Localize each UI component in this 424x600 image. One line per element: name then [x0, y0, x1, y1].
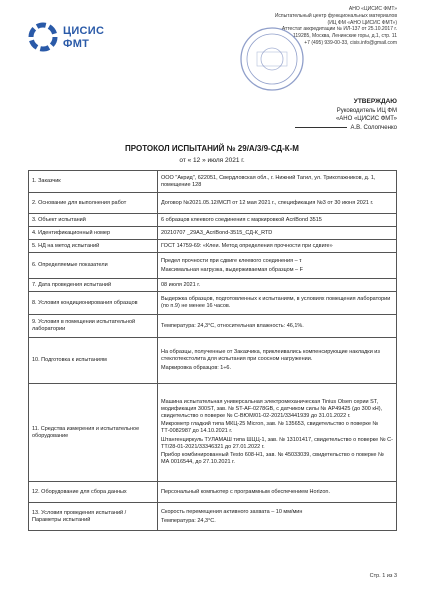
row-value-paragraph: 08 июля 2021 г. [161, 281, 201, 288]
row-value-paragraph: Максимальная нагрузка, выдерживаемая образцом – F [161, 266, 303, 273]
row-label: 4. Идентификационный номер [29, 227, 158, 240]
table-row [29, 253, 397, 279]
row-value-paragraph: 20210707 _29А3_AcriBond-3515_СД-К_RTD [161, 229, 273, 236]
header-line: Аттестат аккредитации № ИЛ-137 от 25.10.2017 г. [281, 26, 397, 33]
row-label: 6. Определяемые показатели [29, 253, 158, 279]
logo-mark-icon [28, 22, 58, 52]
row-value [158, 384, 397, 482]
row-value-paragraph: Микрометр гладкий типа МКЦ-25 Micron, зав. № 135653, свидетельство о поверке № ТТ-0082987 до 14.10.2021 г. [161, 421, 379, 435]
logo-line1: ЦИСИС [63, 25, 105, 37]
row-value [158, 227, 397, 240]
approve-signature-row [257, 124, 397, 133]
page-number: Стр. 1 из 3 [369, 573, 397, 579]
table-row [29, 193, 397, 214]
row-value-paragraph: ГОСТ 14759-69: «Клеи. Метод определения прочности при сдвиге» [161, 242, 333, 249]
row-label: 8. Условия кондиционирования образцов [29, 292, 158, 315]
table-row [29, 482, 397, 503]
row-label: 13. Условия проведения испытаний / Параметры испытаний [29, 503, 158, 531]
row-label: 5. НД на метод испытаний [29, 240, 158, 253]
table-row [29, 292, 397, 315]
row-label: 1. Заказчик [29, 171, 158, 193]
row-label: 12. Оборудование для сбора данных [29, 482, 158, 503]
signature-line [295, 127, 347, 128]
row-value-paragraph: Персональный компьютер с программным обеспечением Horizon. [161, 488, 331, 495]
row-value [158, 171, 397, 193]
row-value-paragraph: Температура: 24,3°С, относительная влажность: 46,1%. [161, 322, 304, 329]
row-value [158, 338, 397, 384]
protocol-table [28, 170, 397, 531]
row-value-paragraph: Выдержка образцов, подготовленных к испытаниям, в условиях помещения лаборатории (по п.9) не менее 16 часов. [161, 296, 391, 309]
row-value [158, 214, 397, 227]
logo [28, 22, 148, 54]
row-label: 11. Средства измерения и испытательное оборудование [29, 384, 158, 482]
approve-signer: А.В. Солопченко [350, 124, 397, 131]
header-line: Испытательный центр функциональных материалов [274, 12, 397, 19]
stamp-icon [239, 26, 305, 92]
row-value-paragraph: Машина испытательная универсальная электромеханическая Tinius Olsen серии ST, модификация 300ST, зав. № ST-AF-0278GB, с датчиком силы № AP49425 (до 300 кН), свидетельство о поверке № С-ВЮМ/01-02-2021/33441939 до 31.01.2022 г. [161, 398, 383, 419]
row-value [158, 503, 397, 531]
table-row [29, 315, 397, 338]
row-value [158, 279, 397, 292]
table-row [29, 384, 397, 482]
row-label: 9. Условия в помещении испытательной лаборатории [29, 315, 158, 338]
row-value-paragraph: Маркировка образцов: 1÷6. [161, 364, 231, 371]
row-value [158, 253, 397, 279]
row-value [158, 292, 397, 315]
table-row [29, 279, 397, 292]
header-line: (ИЦ ФМ «АНО ЦИСИС ФМТ») [327, 19, 397, 26]
row-value-paragraph: Скорость перемещения активного захвата – 10 мм/мин [161, 508, 303, 515]
row-value-paragraph: Штангенциркуль ТУЛАМАШ типа ШЦЦ-1, зав. № 13101417, свидетельство о поверке № С-ТТ/28-01-2021/33346321 до 27.01.2022 г. [161, 436, 393, 450]
row-value-paragraph: Предел прочности при сдвиге клеевого соединения – τ [161, 257, 302, 264]
header-line: +7 (495) 939-00-33, cisis.info@gmail.com [304, 39, 397, 46]
table-row [29, 214, 397, 227]
row-label: 7. Дата проведения испытаний [29, 279, 158, 292]
table-row [29, 503, 397, 531]
row-label: 10. Подготовка к испытаниям [29, 338, 158, 384]
approval-block [257, 98, 397, 132]
row-value-paragraph: Температура: 24,3°С. [161, 517, 216, 524]
header-line: 119285, Москва, Ленинские горы, д.1, стр. 11 [292, 33, 397, 40]
row-label: 2. Основание для выполнения работ [29, 193, 158, 214]
row-value-paragraph: 6 образцов клеевого соединения с маркировкой AcriBond 3515 [161, 216, 322, 223]
row-value [158, 193, 397, 214]
logo-line2: ФМТ [63, 37, 90, 50]
row-value [158, 240, 397, 253]
row-value-paragraph: ООО "Акрид", 622051, Свердловская обл., г. Нижний Тагил, ул. Трикотажников, д. 1, помещение 128 [161, 174, 376, 188]
approve-organization: «АНО «ЦИСИС ФМТ» [335, 116, 397, 122]
document-date: от « 12 » июля 2021 г. [179, 157, 245, 164]
row-value-paragraph: Договор №2021.05.12/МСП от 12 мая 2021 г., спецификация №3 от 30 июня 2021 г. [161, 199, 374, 206]
table-row [29, 227, 397, 240]
approve-title: УТВЕРЖДАЮ [353, 98, 397, 105]
table-row [29, 171, 397, 193]
table-row [29, 338, 397, 384]
row-value-paragraph: На образцы, полученные от Заказчика, приклеивались компенсирующие накладки из стеклотекстолита для испытания при соосном нагружении. [161, 349, 380, 363]
row-value-paragraph: Прибор комбинированный Testo 608-Н1, зав. № 45033039, свидетельство о поверке № МА 0016544, до 27.10.2021 г. [161, 452, 384, 466]
row-label: 3. Объект испытаний [29, 214, 158, 227]
row-value [158, 315, 397, 338]
table-row [29, 240, 397, 253]
document-title: ПРОТОКОЛ ИСПЫТАНИЙ № 29/А/3/9-СД-К-М [125, 144, 299, 153]
logo-text [63, 25, 104, 50]
row-value [158, 482, 397, 503]
approve-position: Руководитель ИЦ ФМ [336, 107, 397, 114]
header-line: АНО «ЦИСИС ФМТ» [348, 6, 397, 12]
